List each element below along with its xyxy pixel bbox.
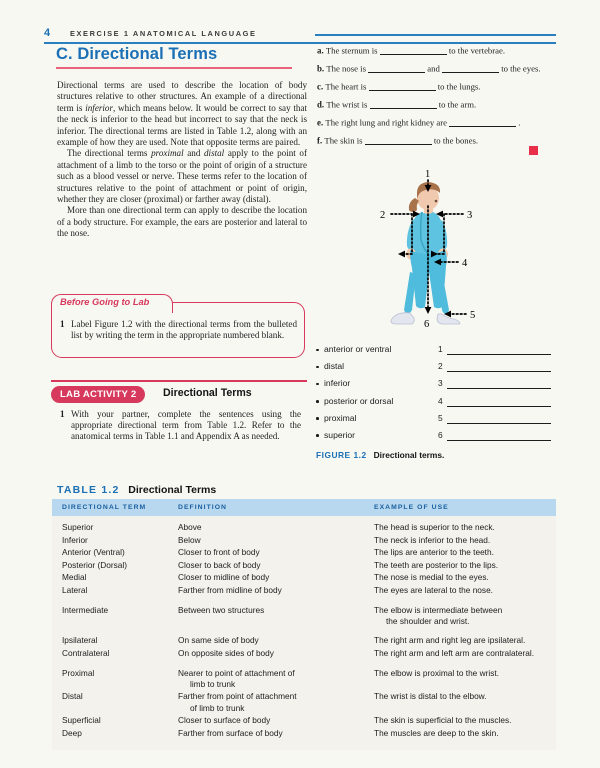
table-cell-example: The neck is inferior to the head. bbox=[374, 534, 491, 545]
table-cell-definition-cont: of limb to trunk bbox=[190, 702, 245, 713]
legend-row bbox=[316, 378, 556, 395]
question-text-pre: The sternum is bbox=[325, 45, 380, 56]
body-text-column bbox=[57, 80, 307, 240]
table-row bbox=[52, 635, 556, 648]
legend-row bbox=[316, 430, 556, 447]
bullet-icon bbox=[316, 434, 319, 437]
table-column-header: DEFINITION bbox=[178, 503, 228, 511]
fill-in-question bbox=[317, 80, 557, 98]
question-letter: e. bbox=[317, 117, 326, 128]
question-text-pre: The nose is bbox=[326, 63, 369, 74]
table-cell-definition: Nearer to point of attachment of bbox=[178, 667, 295, 678]
bullet-icon bbox=[316, 349, 319, 352]
callout-number-2: 2 bbox=[380, 210, 386, 221]
bullet-icon bbox=[316, 400, 319, 403]
before-going-to-lab-label: Before Going to Lab bbox=[60, 297, 150, 307]
callout-number-5: 5 bbox=[470, 310, 476, 321]
table-number: TABLE 1.2 bbox=[57, 484, 120, 496]
table-row bbox=[52, 728, 556, 741]
answer-blank[interactable] bbox=[380, 44, 447, 55]
table-cell-term: Inferior bbox=[62, 534, 88, 545]
callout-tab-mask bbox=[53, 311, 171, 315]
directional-terms-table bbox=[52, 499, 556, 750]
section-heading-rule bbox=[56, 67, 292, 69]
legend-answer-blank[interactable] bbox=[447, 423, 551, 424]
question-text-post: to the eyes. bbox=[499, 63, 541, 74]
fill-in-question bbox=[317, 116, 557, 134]
lab-activity-item-number: 1 bbox=[60, 409, 65, 419]
section-heading bbox=[56, 45, 308, 69]
table-row bbox=[52, 648, 556, 661]
table-row bbox=[52, 572, 556, 585]
question-letter: f. bbox=[317, 135, 325, 146]
table-cell-term: Anterior (Ventral) bbox=[62, 547, 125, 558]
legend-answer-blank[interactable] bbox=[447, 406, 551, 407]
question-text-post: to the arm. bbox=[436, 99, 477, 110]
bullet-icon bbox=[316, 366, 319, 369]
table-cell-term: Superior bbox=[62, 522, 94, 532]
fill-in-question-list bbox=[317, 44, 557, 152]
question-text-pre: The wrist is bbox=[326, 99, 370, 110]
table-cell-term: Posterior (Dorsal) bbox=[62, 559, 128, 570]
bullet-icon bbox=[316, 417, 319, 420]
paragraph-2-italic-2: distal bbox=[204, 148, 225, 159]
paragraph-2-part-c: apply to the point of attachment of a limb to the torso or the point of origin of a structure such as a blood vessel or nerve. These terms refer to the location of structures relative to the point of attachment or point of origin, whether they are closer (proximal) or farther away (distal). bbox=[57, 148, 307, 205]
table-cell-definition: On same side of body bbox=[178, 635, 259, 646]
table-row bbox=[52, 535, 556, 548]
legend-index: 5 bbox=[438, 412, 443, 423]
question-letter: b. bbox=[317, 63, 327, 74]
table-row bbox=[52, 585, 556, 598]
legend-term: anterior or ventral bbox=[324, 344, 392, 354]
lab-activity-badge: LAB ACTIVITY 2 bbox=[51, 386, 145, 403]
question-text-mid: and bbox=[425, 63, 443, 74]
bullet-icon bbox=[316, 383, 319, 386]
legend-row bbox=[316, 361, 556, 378]
table-row bbox=[52, 547, 556, 560]
table-body bbox=[52, 516, 556, 750]
paragraph-1-italic: inferior bbox=[85, 102, 114, 113]
legend-index: 1 bbox=[438, 344, 443, 354]
table-cell-term: Superficial bbox=[62, 715, 101, 726]
fill-in-question bbox=[317, 62, 557, 80]
table-cell-example: The head is superior to the neck. bbox=[374, 522, 495, 532]
legend-term: posterior or dorsal bbox=[324, 395, 394, 406]
table-cell-term: Ipsilateral bbox=[62, 635, 98, 646]
table-row-gap bbox=[52, 598, 556, 605]
table-cell-example: The elbow is intermediate between bbox=[374, 604, 503, 615]
table-row bbox=[52, 522, 556, 535]
answer-blank[interactable] bbox=[369, 80, 436, 91]
paragraph-3: More than one directional term can apply to describe the location of a body structure. For example, the ears are posterior and lateral to the nose. bbox=[57, 205, 307, 239]
question-text-pre: The right lung and right kidney are bbox=[325, 117, 450, 128]
legend-term: inferior bbox=[324, 378, 351, 389]
question-text-post: to the lungs. bbox=[435, 81, 481, 92]
table-cell-term: Distal bbox=[62, 691, 83, 702]
answer-blank[interactable] bbox=[370, 98, 437, 109]
table-column-header: EXAMPLE OF USE bbox=[374, 503, 449, 511]
paragraph-1-part-b: , which means below. It would be correct to say that the neck is inferior to the head but incorrect to say that the neck is inferior. The directional terms are listed in Table 1.2, along with an example of how they are used. Note that opposite terms are paired. bbox=[57, 102, 308, 148]
fill-in-question bbox=[317, 44, 557, 62]
table-cell-example: The right arm and left arm are contralateral. bbox=[374, 647, 535, 658]
table-cell-definition: Below bbox=[178, 534, 201, 545]
legend-answer-blank[interactable] bbox=[447, 354, 551, 355]
table-cell-definition: Farther from point of attachment bbox=[178, 691, 297, 702]
table-cell-term: Lateral bbox=[62, 584, 88, 595]
table-row-gap bbox=[52, 628, 556, 635]
legend-index: 6 bbox=[438, 429, 443, 440]
table-cell-example-cont: the shoulder and wrist. bbox=[386, 615, 470, 626]
table-title-text: Directional Terms bbox=[128, 484, 217, 496]
figure-legend-list bbox=[316, 344, 556, 447]
walking-figure-svg bbox=[330, 162, 556, 342]
table-row bbox=[52, 668, 556, 692]
before-going-to-lab-item-number: 1 bbox=[60, 319, 65, 329]
table-cell-definition: Above bbox=[178, 522, 202, 532]
callout-number-6: 6 bbox=[424, 319, 430, 330]
lab-activity-rule bbox=[51, 380, 307, 382]
legend-term: distal bbox=[324, 361, 345, 372]
legend-index: 3 bbox=[438, 378, 443, 389]
legend-row bbox=[316, 396, 556, 413]
table-cell-term: Contralateral bbox=[62, 647, 110, 658]
legend-answer-blank[interactable] bbox=[447, 371, 551, 372]
callout-number-4: 4 bbox=[462, 258, 468, 269]
table-header-row bbox=[52, 499, 556, 516]
table-cell-term: Intermediate bbox=[62, 604, 109, 615]
table-cell-example: The lips are anterior to the teeth. bbox=[374, 547, 494, 558]
paragraph-2-part-b: and bbox=[183, 148, 204, 159]
before-going-to-lab-box bbox=[51, 294, 307, 360]
table-cell-example: The wrist is distal to the elbow. bbox=[374, 691, 487, 702]
figure-caption bbox=[316, 450, 444, 460]
before-going-to-lab-item-text: Label Figure 1.2 with the directional terms from the bulleted list by writing the term in the appropriate numbered blank. bbox=[71, 319, 297, 341]
paragraph-2-italic-1: proximal bbox=[151, 148, 184, 159]
question-text-pre: The skin is bbox=[324, 135, 365, 146]
legend-row bbox=[316, 413, 556, 430]
paragraph-1-part-a: Directional terms are used to describe the location of body structures relative to other structures. An example of a directional term is bbox=[57, 80, 307, 113]
answer-blank[interactable] bbox=[449, 116, 516, 127]
table-cell-example: The elbow is proximal to the wrist. bbox=[374, 667, 499, 678]
table-cell-example: The skin is superficial to the muscles. bbox=[374, 715, 512, 726]
question-text-pre: The heart is bbox=[325, 81, 369, 92]
table-cell-term: Deep bbox=[62, 727, 82, 738]
legend-index: 4 bbox=[438, 395, 443, 406]
table-cell-definition: Farther from surface of body bbox=[178, 727, 283, 738]
legend-answer-blank[interactable] bbox=[447, 388, 551, 389]
table-cell-example: The teeth are posterior to the lips. bbox=[374, 559, 499, 570]
question-text-post: to the bones. bbox=[431, 135, 479, 146]
fill-in-question bbox=[317, 98, 557, 116]
table-cell-example: The muscles are deep to the skin. bbox=[374, 727, 499, 738]
table-cell-term: Medial bbox=[62, 572, 87, 583]
fill-in-question bbox=[317, 134, 557, 152]
lab-activity-item-text: With your partner, complete the sentences using the appropriate directional term from Table 1.2. Refer to the anatomical terms in Table 1.1 and Appendix A as needed. bbox=[71, 409, 301, 442]
question-letter: d. bbox=[317, 99, 327, 110]
callout-number-1: 1 bbox=[425, 169, 431, 180]
table-cell-definition: Closer to back of body bbox=[178, 559, 261, 570]
callout-number-3: 3 bbox=[467, 210, 473, 221]
paragraph-2-part-a: The directional terms bbox=[67, 148, 152, 159]
table-cell-definition: Closer to surface of body bbox=[178, 715, 271, 726]
table-column-header: DIRECTIONAL TERM bbox=[62, 503, 147, 511]
figure-caption-number: FIGURE 1.2 bbox=[316, 450, 367, 460]
running-head-label: EXERCISE 1 ANATOMICAL LANGUAGE bbox=[70, 29, 257, 38]
table-cell-definition-cont: limb to trunk bbox=[190, 678, 236, 689]
page-title: C. Directional Terms bbox=[56, 45, 218, 63]
red-square-marker bbox=[529, 146, 538, 155]
table-cell-example: The eyes are lateral to the nose. bbox=[374, 584, 493, 595]
question-text-post: to the vertebrae. bbox=[446, 45, 506, 56]
table-cell-definition: Between two structures bbox=[178, 604, 265, 615]
legend-term: proximal bbox=[324, 412, 357, 423]
paragraph-1 bbox=[57, 80, 307, 148]
table-cell-definition: Closer to midline of body bbox=[178, 572, 270, 583]
legend-term: superior bbox=[324, 429, 356, 440]
legend-row bbox=[316, 344, 556, 361]
answer-blank[interactable] bbox=[365, 134, 432, 145]
lab-activity-title: Directional Terms bbox=[163, 387, 252, 399]
table-cell-example: The nose is medial to the eyes. bbox=[374, 572, 489, 583]
figure-caption-text: Directional terms. bbox=[373, 450, 445, 460]
question-letter: a. bbox=[317, 45, 326, 56]
right-column-rule bbox=[315, 34, 556, 36]
table-cell-term: Proximal bbox=[62, 667, 95, 678]
table-row bbox=[52, 560, 556, 573]
legend-answer-blank[interactable] bbox=[447, 440, 551, 441]
table-row bbox=[52, 715, 556, 728]
table-row bbox=[52, 605, 556, 629]
table-cell-example: The right arm and right leg are ipsilateral. bbox=[374, 635, 526, 646]
page-number: 4 bbox=[44, 27, 51, 39]
answer-blank[interactable] bbox=[442, 62, 499, 73]
question-letter: c. bbox=[317, 81, 326, 92]
table-row-gap bbox=[52, 661, 556, 668]
table-row bbox=[52, 691, 556, 715]
legend-index: 2 bbox=[438, 361, 443, 372]
table-cell-definition: Closer to front of body bbox=[178, 547, 260, 558]
table-title bbox=[57, 484, 216, 496]
answer-blank[interactable] bbox=[368, 62, 425, 73]
table-cell-definition: On opposite sides of body bbox=[178, 647, 274, 658]
figure-1-2-illustration bbox=[330, 162, 556, 342]
question-text-post: . bbox=[516, 117, 521, 128]
table-cell-definition: Farther from midline of body bbox=[178, 584, 282, 595]
paragraph-2 bbox=[57, 148, 307, 205]
